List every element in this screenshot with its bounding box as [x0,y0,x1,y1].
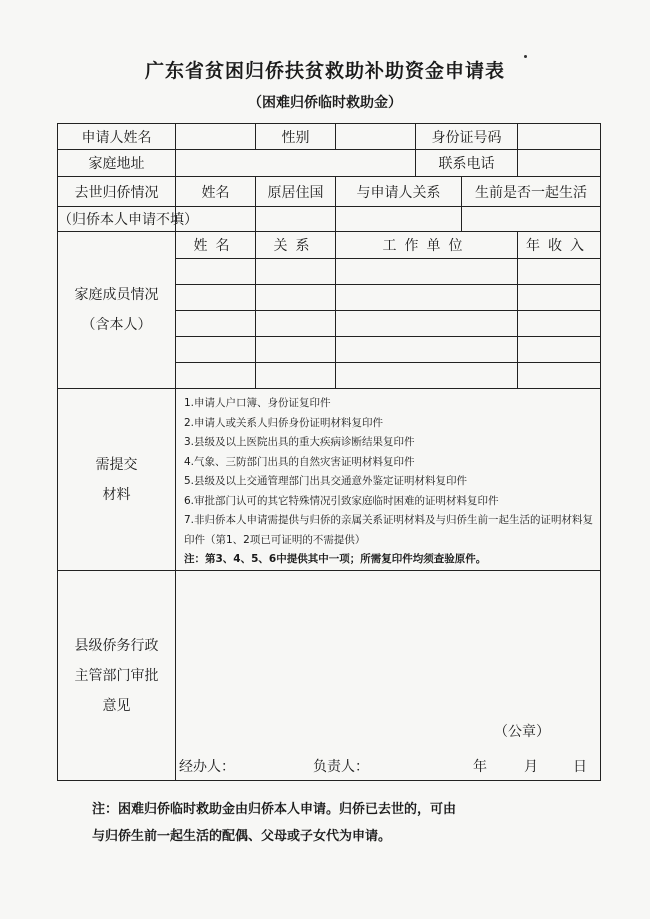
materials-list [176,389,601,571]
family-label-line2: （含本人） [81,317,152,333]
materials-label-line2: 材料 [102,486,131,503]
family-work-field[interactable] [336,259,518,285]
deceased-country-field[interactable] [256,207,336,232]
list-item: 7.非归侨本人申请需提供与归侨的亲属关系证明材料及与归侨生前一起生活的证明材料复印件（第1、2项已可证明的不需提供） [184,514,594,546]
family-name-field[interactable] [176,285,256,311]
family-col-income: 年收入 [518,232,601,259]
approval-label-line2: 主管部门审批 [74,667,159,684]
footnote-line2: 与归侨生前一起生活的配偶、父母或子女代为申请。 [92,829,392,844]
approval-label-line3: 意见 [102,697,131,714]
family-income-field[interactable] [518,259,601,285]
deceased-col-relation: 与申请人关系 [336,177,462,207]
ink-dot [524,55,527,58]
approval-label [58,571,176,781]
person-in-charge-label: 负责人： [313,759,369,775]
family-work-field[interactable] [336,311,518,337]
list-item: 2.申请人或关系人归侨身份证明材料复印件 [184,416,384,429]
approval-label-line1: 县级侨务行政 [74,637,159,654]
materials-label [58,389,176,571]
deceased-relation-field[interactable] [336,207,462,232]
applicant-name-field[interactable] [176,124,256,150]
family-work-field[interactable] [336,363,518,389]
family-relation-field[interactable] [256,337,336,363]
year-label: 年 [473,759,487,775]
id-number-label: 身份证号码 [416,124,518,150]
family-col-work-unit: 工作单位 [336,232,518,259]
deceased-col-country: 原居住国 [256,177,336,207]
list-item: 6.审批部门认可的其它特殊情况引致家庭临时困难的证明材料复印件 [184,494,499,507]
handler-label: 经办人： [179,759,235,775]
materials-label-line1: 需提交 [95,456,138,473]
official-stamp-label: （公章） [494,724,550,740]
family-name-field[interactable] [176,311,256,337]
deceased-col-lived-together: 生前是否一起生活 [462,177,601,207]
materials-note: 注：第3、4、5、6中提供其中一项；所需复印件均须查验原件。 [184,553,487,565]
family-col-name: 姓名 [176,232,256,259]
application-form-table [57,123,601,781]
month-label: 月 [524,759,538,775]
id-number-field[interactable] [518,124,601,150]
phone-field[interactable] [518,150,601,177]
home-address-label: 家庭地址 [58,150,176,177]
day-label: 日 [573,759,587,775]
family-relation-field[interactable] [256,363,336,389]
family-relation-field[interactable] [256,311,336,337]
phone-label: 联系电话 [416,150,518,177]
applicant-name-label: 申请人姓名 [58,124,176,150]
footnote [92,796,572,850]
family-label-line1: 家庭成员情况 [74,287,159,303]
list-item: 4.气象、三防部门出具的自然灾害证明材料复印件 [184,455,415,468]
family-income-field[interactable] [518,285,601,311]
form-subtitle: （困难归侨临时救助金） [248,95,402,111]
gender-label: 性别 [256,124,336,150]
family-name-field[interactable] [176,363,256,389]
approval-opinion-area[interactable] [176,571,601,781]
family-col-relation: 关系 [256,232,336,259]
deceased-lived-field[interactable] [462,207,601,232]
deceased-col-name: 姓名 [176,177,256,207]
family-relation-field[interactable] [256,285,336,311]
deceased-note: （归侨本人申请不填） [58,207,176,232]
list-item: 5.县级及以上交通管理部门出具交通意外鉴定证明材料复印件 [184,475,468,487]
family-income-field[interactable] [518,311,601,337]
family-income-field[interactable] [518,363,601,389]
gender-field[interactable] [336,124,416,150]
deceased-label: 去世归侨情况 [58,177,176,207]
family-label [58,232,176,389]
family-relation-field[interactable] [256,259,336,285]
family-name-field[interactable] [176,337,256,363]
list-item: 3.县级及以上医院出具的重大疾病诊断结果复印件 [184,436,415,448]
form-title: 广东省贫困归侨扶贫救助补助资金申请表 [144,60,505,82]
list-item: 1.申请人户口簿、身份证复印件 [184,397,331,409]
family-work-field[interactable] [336,285,518,311]
family-work-field[interactable] [336,337,518,363]
family-income-field[interactable] [518,337,601,363]
home-address-field[interactable] [176,150,416,177]
footnote-line1: 注：困难归侨临时救助金由归侨本人申请。归侨已去世的，可由 [92,802,457,817]
family-name-field[interactable] [176,259,256,285]
